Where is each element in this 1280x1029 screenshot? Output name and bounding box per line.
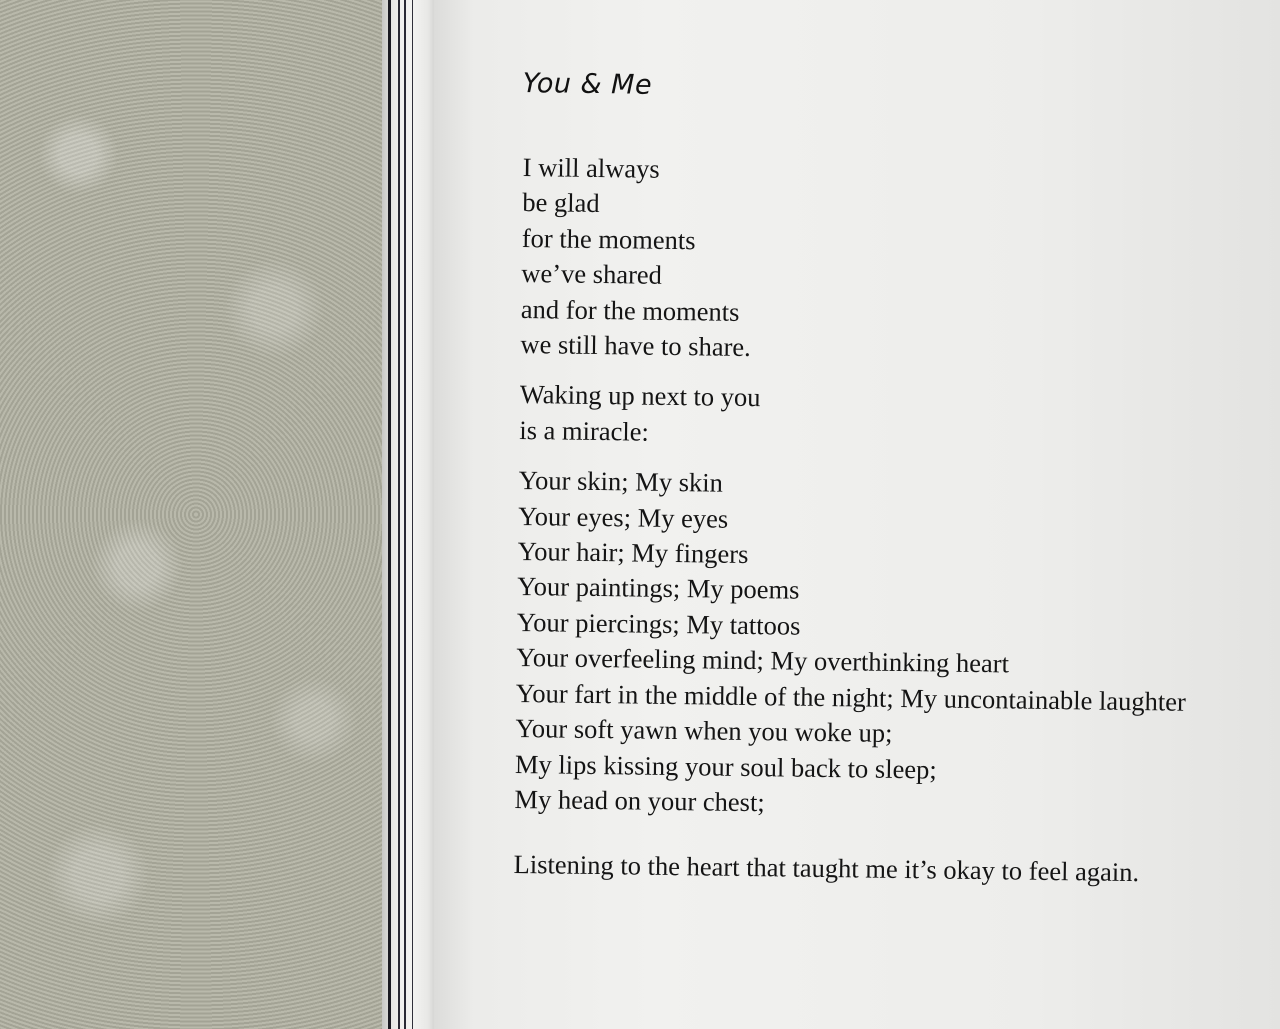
poem-line: Your soft yawn when you woke up;	[515, 713, 893, 748]
poem-line: Your paintings; My poems	[517, 571, 800, 606]
poem-line: Your skin; My skin	[518, 465, 724, 498]
poem-line: Your piercings; My tattoos	[516, 606, 801, 641]
poem-line: Listening to the heart that taught me it’s okay to feel again.	[513, 849, 1140, 888]
poem-line: Waking up next to you	[519, 379, 761, 413]
stanza-2	[519, 377, 1260, 457]
towel-background	[0, 0, 392, 1029]
poem-line: My lips kissing your soul back to sleep;	[514, 748, 937, 784]
poem-line: be glad	[522, 187, 600, 219]
poem-body	[513, 150, 1263, 907]
poem-line: Your eyes; My eyes	[518, 500, 729, 534]
stanza-1	[520, 150, 1263, 372]
poem-line: I will always	[522, 151, 660, 184]
poem-line: and for the moments	[520, 293, 740, 327]
poem-line: My head on your chest;	[514, 783, 765, 818]
poem-line: for the moments	[521, 222, 696, 256]
poem-line: Your hair; My fingers	[517, 536, 749, 570]
poem-line: Your overfeeling mind; My overthinking heart	[516, 642, 1010, 679]
stanza-3	[514, 463, 1259, 827]
poem-line: we still have to share.	[520, 329, 751, 363]
poem-title: You & Me	[522, 68, 653, 101]
poem-line: we’ve shared	[521, 258, 663, 291]
poem-line: is a miracle:	[519, 414, 650, 447]
stanza-4	[513, 847, 1253, 892]
book-page-edges	[382, 0, 434, 1029]
poem-line: Your fart in the middle of the night; My uncontainable laughter	[515, 677, 1187, 717]
